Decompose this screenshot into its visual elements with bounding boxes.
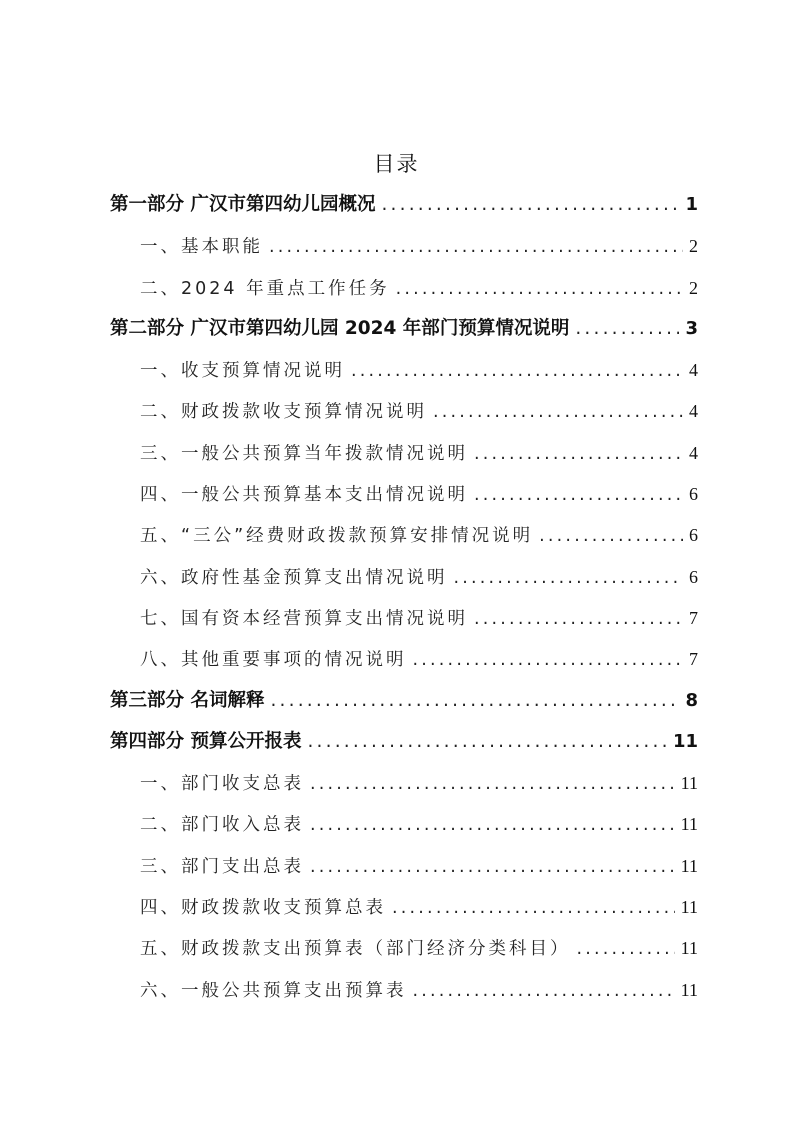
toc-entry-general-budget-basic[interactable] [110, 479, 698, 520]
toc-entry-fiscal-expense-economic-table[interactable] [110, 933, 698, 974]
toc-entry-fiscal-budget-table[interactable] [110, 892, 698, 933]
toc-entry-label: 四、一般公共预算基本支出情况说明 [140, 485, 468, 506]
toc-entry-label: 第三部分 名词解释 [110, 689, 265, 711]
toc-leader-dots [269, 232, 683, 262]
toc-page-number: 4 [689, 401, 698, 422]
toc-entry-part-3[interactable] [110, 686, 698, 727]
toc-leader-dots [310, 852, 675, 882]
toc-entry-fiscal-appropriation[interactable] [110, 396, 698, 437]
toc-leader-dots [307, 727, 666, 757]
toc-entry-label: 八、其他重要事项的情况说明 [140, 650, 407, 671]
toc-page-number: 6 [689, 484, 698, 505]
toc-entry-label: 二、财政拨款收支预算情况说明 [140, 402, 427, 423]
toc-entry-part-1[interactable] [110, 190, 698, 231]
toc-entry-label: 一、收支预算情况说明 [140, 361, 345, 382]
toc-entry-part-4[interactable] [110, 727, 698, 768]
toc-page-number: 7 [689, 649, 698, 670]
toc-entry-general-budget-expense-table[interactable] [110, 975, 698, 1016]
toc-page-number: 11 [680, 897, 698, 918]
toc-entry-dept-expense-table[interactable] [110, 851, 698, 892]
toc-page-number: 6 [689, 525, 698, 546]
toc-page-number: 7 [689, 607, 698, 628]
toc-leader-dots [454, 563, 684, 593]
toc-entry-label: 三、一般公共预算当年拨款情况说明 [140, 443, 468, 464]
toc-leader-dots [539, 521, 683, 551]
toc-entry-part-2[interactable] [110, 314, 698, 355]
toc-entry-label: 第二部分 广汉市第四幼儿园 2024 年部门预算情况说明 [110, 317, 570, 339]
toc-entry-general-budget-current[interactable] [110, 438, 698, 479]
toc-page-number: 11 [672, 730, 698, 752]
toc-page-number: 3 [685, 317, 698, 339]
toc-entry-other-matters[interactable] [110, 644, 698, 685]
toc-leader-dots [381, 190, 679, 220]
toc-entry-label: 第一部分 广汉市第四幼儿园概况 [110, 194, 376, 215]
toc-leader-dots [474, 480, 683, 510]
toc-entry-dept-income-expense-table[interactable] [110, 768, 698, 809]
toc-leader-dots [351, 356, 683, 386]
toc-entry-label: 第四部分 预算公开报表 [110, 730, 302, 752]
toc-entry-label: 六、政府性基金预算支出情况说明 [140, 567, 448, 588]
toc-leader-dots [310, 769, 675, 799]
toc-page-number: 6 [689, 566, 698, 587]
toc-entry-label: 一、部门收支总表 [140, 774, 304, 795]
toc-page-number: 11 [680, 979, 698, 1000]
toc-entry-dept-income-table[interactable] [110, 809, 698, 850]
toc-page-number: 1 [685, 194, 698, 215]
toc-page-number: 8 [685, 689, 698, 711]
table-of-contents [110, 190, 698, 1016]
toc-leader-dots [474, 439, 683, 469]
toc-entry-basic-functions[interactable] [110, 231, 698, 272]
toc-page-number: 2 [689, 277, 698, 298]
toc-page-number: 4 [689, 360, 698, 381]
toc-leader-dots [575, 314, 679, 344]
toc-entry-income-expense[interactable] [110, 355, 698, 396]
toc-leader-dots [413, 645, 684, 675]
toc-entry-label: 五、“三公”经费财政拨款预算安排情况说明 [140, 526, 534, 547]
toc-leader-dots [413, 976, 675, 1006]
toc-page-number: 11 [680, 814, 698, 835]
toc-leader-dots [433, 397, 683, 427]
toc-leader-dots [270, 686, 679, 716]
toc-page-number: 11 [680, 773, 698, 794]
toc-page-number: 2 [689, 236, 698, 257]
toc-title: 目录 [373, 152, 420, 176]
toc-page-number: 4 [689, 442, 698, 463]
toc-entry-label: 二、2024 年重点工作任务 [140, 278, 390, 299]
toc-leader-dots [392, 893, 675, 923]
toc-entry-label: 七、国有资本经营预算支出情况说明 [140, 608, 468, 629]
toc-page-number: 11 [680, 938, 698, 959]
toc-entry-label: 二、部门收入总表 [140, 815, 304, 836]
toc-entry-three-public[interactable] [110, 520, 698, 561]
toc-entry-key-tasks[interactable] [110, 273, 698, 314]
toc-entry-label: 三、部门支出总表 [140, 856, 304, 877]
toc-leader-dots [577, 934, 675, 964]
toc-entry-label: 一、基本职能 [140, 237, 263, 258]
toc-entry-government-fund[interactable] [110, 562, 698, 603]
toc-entry-label: 四、财政拨款收支预算总表 [140, 898, 386, 919]
toc-page-number: 11 [680, 855, 698, 876]
toc-leader-dots [310, 810, 675, 840]
toc-entry-label: 六、一般公共预算支出预算表 [140, 980, 407, 1001]
toc-entry-label: 五、财政拨款支出预算表（部门经济分类科目） [140, 939, 571, 960]
toc-leader-dots [396, 274, 683, 304]
toc-leader-dots [474, 604, 683, 634]
toc-entry-state-capital[interactable] [110, 603, 698, 644]
